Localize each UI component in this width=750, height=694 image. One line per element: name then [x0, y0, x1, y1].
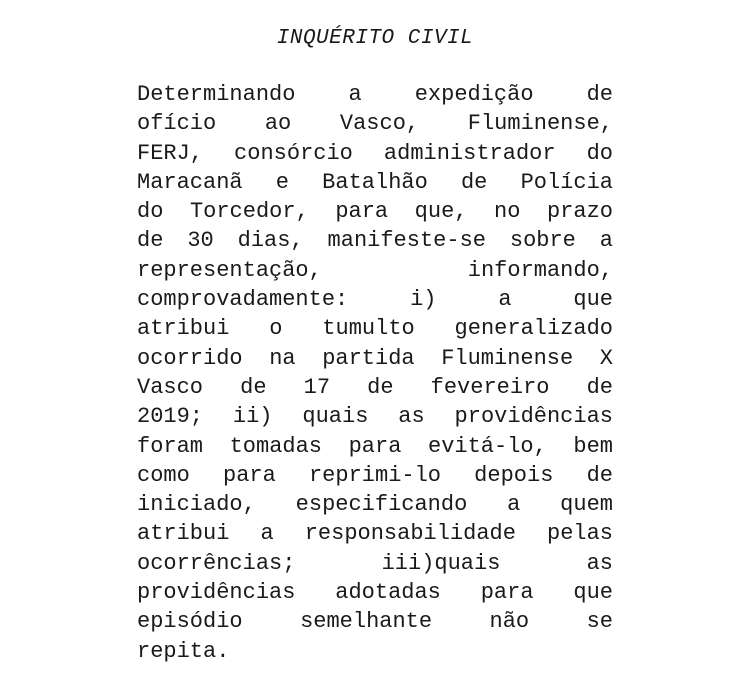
paragraph-line: ocorrências; iii)quais as [137, 550, 613, 576]
paragraph-line: de 30 dias, manifeste-se sobre a [137, 228, 613, 254]
paragraph-line: providências adotadas para que [137, 580, 613, 606]
document-title: INQUÉRITO CIVIL [276, 27, 474, 50]
paragraph-line: Maracanã e Batalhão de Polícia [137, 169, 613, 195]
body-paragraph [137, 80, 613, 666]
paragraph-line: ofício ao Vasco, Fluminense, [137, 111, 613, 137]
paragraph-line: como para reprimi-lo depois de [137, 462, 613, 488]
paragraph-line: ocorrido na partida Fluminense X [137, 345, 613, 371]
paragraph-line: foram tomadas para evitá-lo, bem [137, 433, 613, 459]
paragraph-line: atribui o tumulto generalizado [137, 316, 613, 342]
paragraph-line: repita. [137, 638, 230, 664]
paragraph-line: Vasco de 17 de fevereiro de [137, 374, 613, 400]
paragraph-line: episódio semelhante não se [137, 609, 613, 635]
paragraph-line: comprovadamente: i) a que [137, 287, 613, 313]
paragraph-line: iniciado, especificando a quem [137, 492, 613, 518]
paragraph-line: representação, informando, [137, 257, 613, 283]
paragraph-line: Determinando a expedição de [137, 82, 613, 107]
paragraph-line: 2019; ii) quais as providências [137, 404, 613, 430]
paragraph-line: FERJ, consórcio administrador do [137, 140, 613, 166]
paragraph-line: atribui a responsabilidade pelas [137, 521, 613, 547]
paragraph-line: do Torcedor, para que, no prazo [137, 199, 613, 225]
